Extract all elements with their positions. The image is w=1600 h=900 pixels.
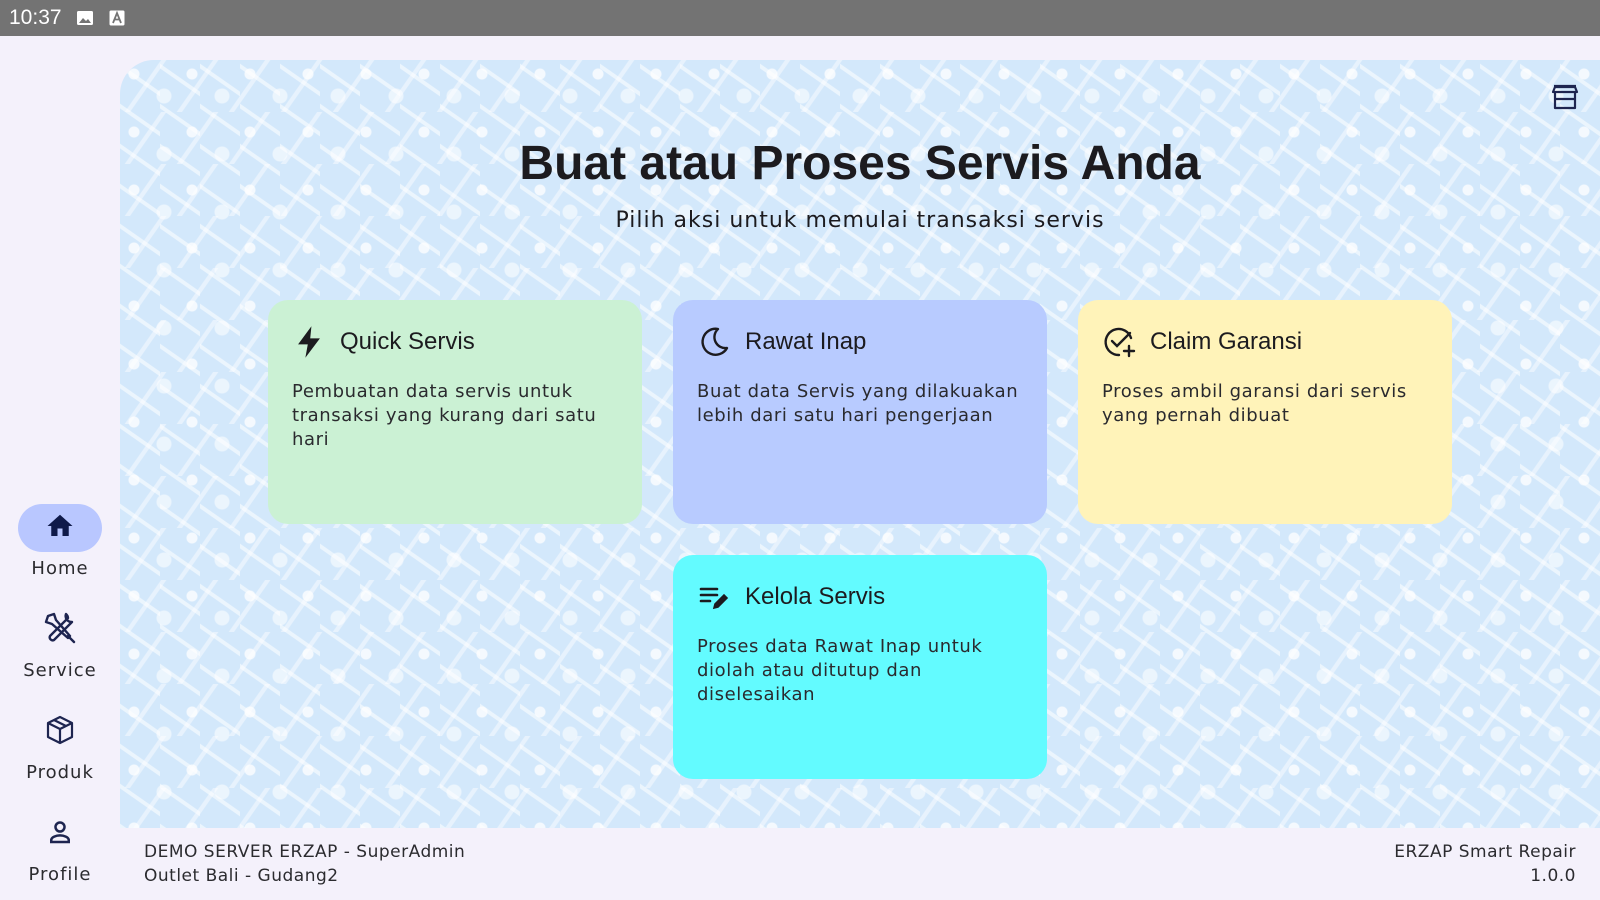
nav-pill-profile bbox=[18, 810, 102, 858]
card-header bbox=[697, 322, 1023, 362]
tools-icon bbox=[40, 608, 80, 652]
nav-label-produk: Produk bbox=[26, 762, 94, 783]
storefront-icon[interactable] bbox=[1550, 82, 1580, 112]
nav-item-service[interactable] bbox=[0, 606, 120, 696]
card-title: Kelola Servis bbox=[745, 583, 886, 610]
person-icon bbox=[45, 817, 75, 851]
card-title: Rawat Inap bbox=[745, 328, 867, 355]
nav-item-profile[interactable] bbox=[0, 810, 120, 900]
nav-label-home: Home bbox=[31, 558, 89, 579]
bolt-icon bbox=[292, 325, 326, 359]
quick-servis-card[interactable] bbox=[268, 300, 642, 524]
moon-icon bbox=[697, 325, 731, 359]
home-icon bbox=[45, 511, 75, 545]
card-description: Pembuatan data servis untuk transaksi yang kurang dari satu hari bbox=[292, 381, 597, 450]
main-panel bbox=[120, 60, 1600, 828]
nav-item-produk[interactable] bbox=[0, 708, 120, 798]
card-title: Quick Servis bbox=[340, 328, 475, 355]
card-description: Proses data Rawat Inap untuk diolah atau ditutup dan diselesaikan bbox=[697, 636, 983, 705]
nav-item-home[interactable] bbox=[0, 504, 120, 594]
image-icon bbox=[76, 9, 94, 27]
a-badge-icon bbox=[108, 9, 126, 27]
nav-pill-home bbox=[18, 504, 102, 552]
check-circle-plus-icon bbox=[1102, 325, 1136, 359]
footer-server: DEMO SERVER ERZAP - SuperAdmin bbox=[144, 842, 466, 862]
footer-app-name: ERZAP Smart Repair bbox=[1394, 842, 1576, 862]
page-subtitle: Pilih aksi untuk memulai transaksi servis bbox=[615, 208, 1105, 233]
card-header bbox=[697, 577, 1023, 617]
card-description: Proses ambil garansi dari servis yang pernah dibuat bbox=[1102, 381, 1407, 426]
footer-outlet: Outlet Bali - Gudang2 bbox=[144, 866, 339, 886]
card-header bbox=[1102, 322, 1428, 362]
nav-pill-service bbox=[18, 606, 102, 654]
nav-label-service: Service bbox=[23, 660, 97, 681]
page-title: Buat atau Proses Servis Anda bbox=[519, 137, 1201, 190]
navigation-rail bbox=[0, 36, 120, 900]
card-description: Buat data Servis yang dilakuakan lebih dari satu hari pengerjaan bbox=[697, 381, 1019, 426]
nav-pill-produk bbox=[18, 708, 102, 756]
card-title: Claim Garansi bbox=[1150, 328, 1303, 355]
card-header bbox=[292, 322, 618, 362]
list-edit-icon bbox=[697, 580, 731, 614]
package-icon bbox=[44, 714, 76, 750]
footer-app-info bbox=[1394, 840, 1576, 888]
rawat-inap-card[interactable] bbox=[673, 300, 1047, 524]
status-time: 10:37 bbox=[9, 6, 62, 29]
claim-garansi-card[interactable] bbox=[1078, 300, 1452, 524]
footer-server-info bbox=[144, 840, 465, 888]
status-bar bbox=[0, 0, 1600, 36]
footer-version: 1.0.0 bbox=[1530, 866, 1576, 886]
kelola-servis-card[interactable] bbox=[673, 555, 1047, 779]
nav-label-profile: Profile bbox=[28, 864, 92, 885]
